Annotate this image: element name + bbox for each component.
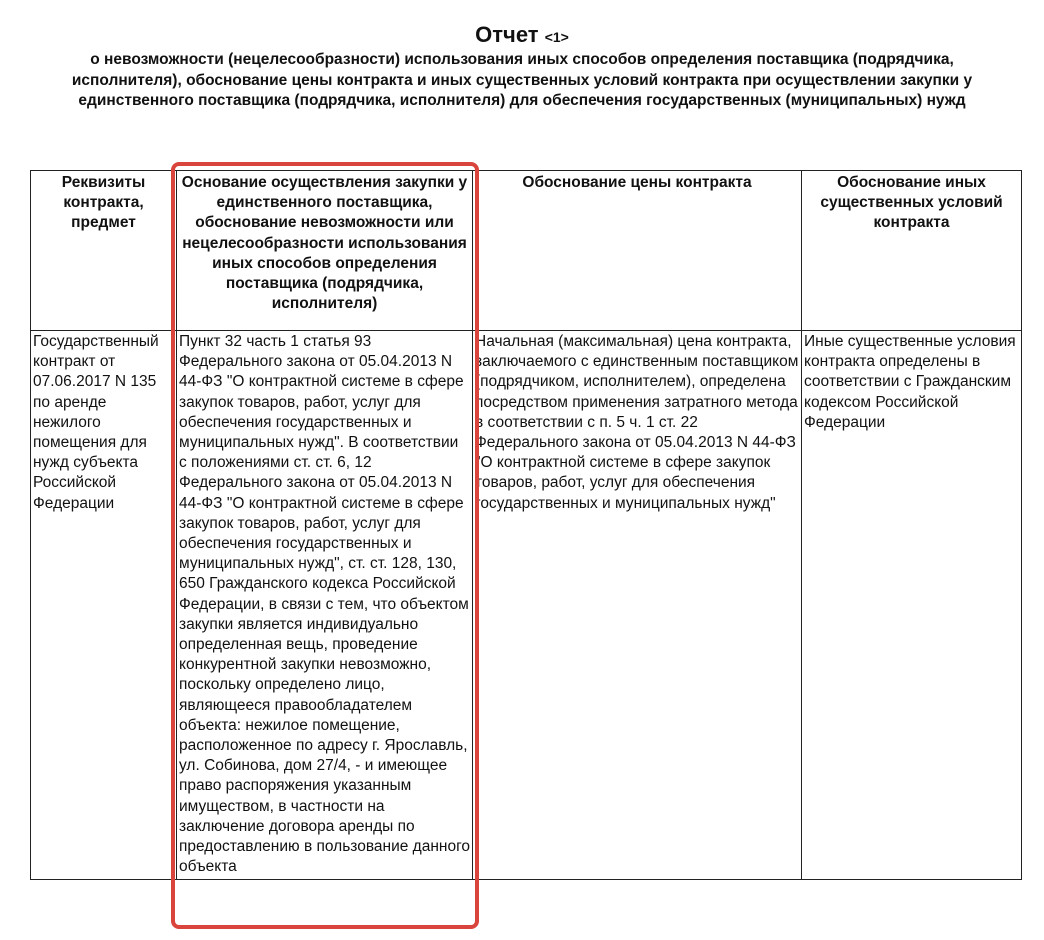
- column-header-basis: Основание осуществления закупки у единственного поставщика, обоснование невозможности или нецелесообразности использования иных способов определения поставщика (подрядчика, исполнителя): [177, 171, 473, 331]
- footnote-ref: <1>: [544, 29, 569, 45]
- report-title: [0, 22, 1044, 50]
- cell-basis: Пункт 32 часть 1 статья 93 Федерального закона от 05.04.2013 N 44-ФЗ "О контрактной системе в сфере закупок товаров, работ, услуг для обеспечения государственных и муниципальных нужд". В соответствии с положениями ст. ст. 6, 12 Федерального закона от 05.04.2013 N 44-ФЗ "О контрактной системе в сфере закупок товаров, работ, услуг для обеспечения государственных и муниципальных нужд", ст. ст. 128, 130, 650 Гражданского кодекса Российской Федерации, в связи с тем, что объектом закупки является индивидуально определенная вещь, проведение конкурентной закупки невозможно, поскольку определено лицо, являющееся правообладателем объекта: нежилое помещение, расположенное по адресу г. Ярославль, ул. Собинова, дом 27/4, - и имеющее право распоряжения указанным имуществом, в частности на заключение договора аренды по предоставлению в пользование данного объекта: [177, 331, 473, 880]
- cell-contract: Государственный контракт от 07.06.2017 N 135 по аренде нежилого помещения для нужд субъекта Российской Федерации: [31, 331, 177, 880]
- column-header-contract: Реквизиты контракта, предмет: [31, 171, 177, 331]
- cell-price: Начальная (максимальная) цена контракта, заключаемого с единственным поставщиком (подрядчиком, исполнителем), определена посредством применения затратного метода в соответствии с п. 5 ч. 1 ст. 22 Федерального закона от 05.04.2013 N 44-ФЗ "О контрактной системе в сфере закупок товаров, работ, услуг для обеспечения государственных и муниципальных нужд": [473, 331, 802, 880]
- column-header-other-conditions: Обоснование иных существенных условий контракта: [802, 171, 1022, 331]
- column-header-price: Обоснование цены контракта: [473, 171, 802, 331]
- cell-other-conditions: Иные существенные условия контракта определены в соответствии с Гражданским кодексом Российской Федерации: [802, 331, 1022, 880]
- table-header-row: [31, 171, 1022, 331]
- report-title-text: Отчет: [475, 22, 539, 47]
- report-subtitle: о невозможности (нецелесообразности) использования иных способов определения поставщика (подрядчика, исполнителя), обоснование цены контракта и иных существенных условий контракта при осуществлении закупки у единственного поставщика (подрядчика, исполнителя) для обеспечения государственных (муниципальных) нужд: [71, 51, 973, 109]
- table-row: [31, 331, 1022, 880]
- report-table: [30, 170, 1022, 880]
